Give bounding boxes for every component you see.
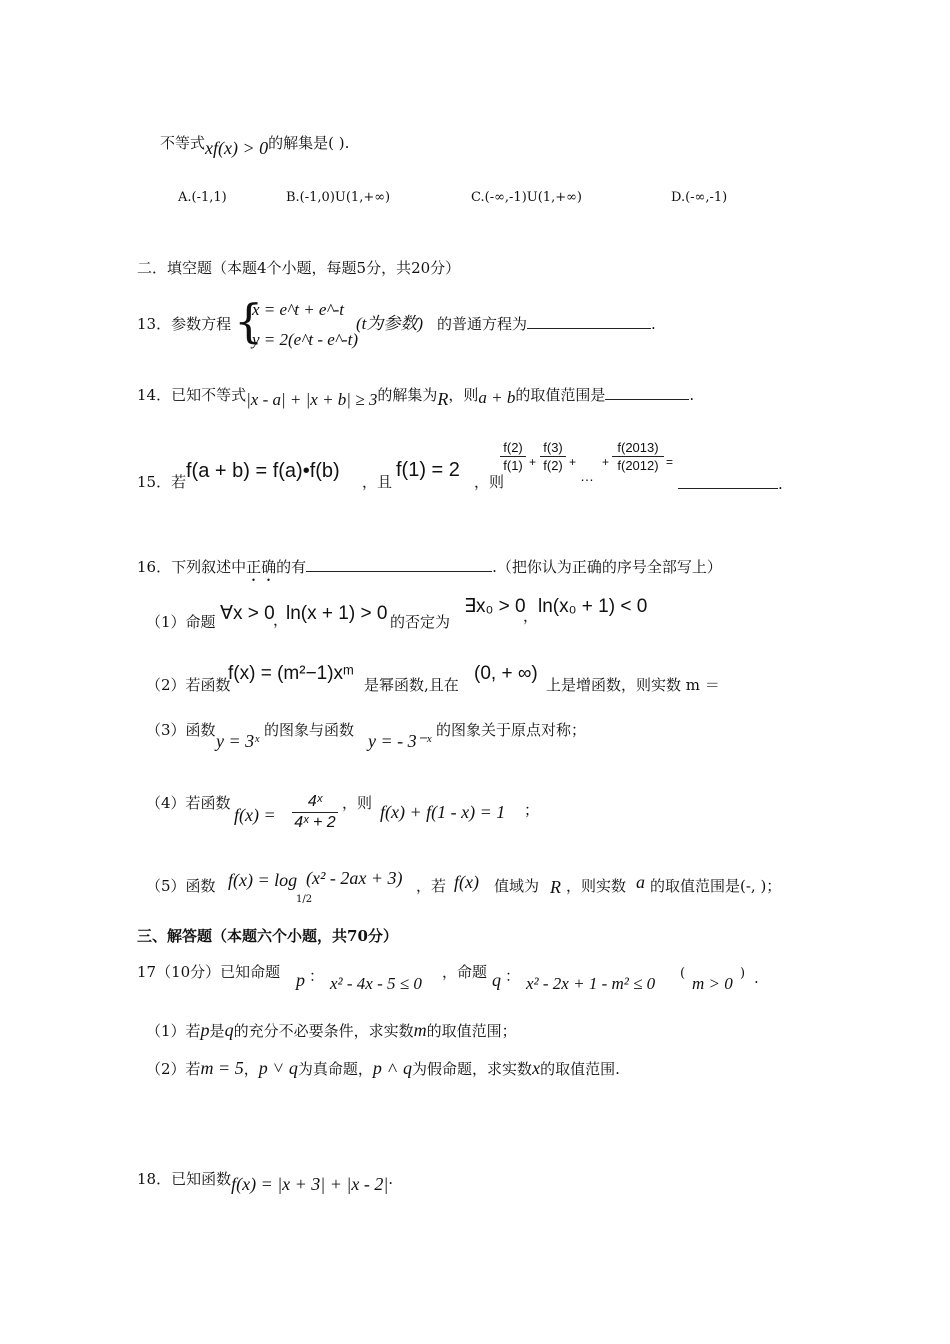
q16-s3-a: y = 3ˣ — [216, 731, 260, 751]
q13-eq2: y = 2(e^t - e^-t) — [252, 330, 359, 349]
q12-option-c: C.(-∞,-1)U(1,+∞) — [471, 190, 583, 205]
q17-end: . — [754, 969, 759, 987]
q17-p: p — [296, 970, 305, 990]
q16-s2-mid: 是幂函数,且在 — [364, 676, 459, 694]
q17-colon-2: ： — [505, 967, 521, 985]
q15-number: 15．若 — [137, 473, 187, 491]
q17-s1-a: （1）若 — [146, 1022, 201, 1040]
q17-qexpr: x² - 2x + 1 - m² ≤ 0 — [526, 974, 656, 993]
q16-s5-av: a — [636, 872, 645, 892]
q17-sub1 — [146, 1020, 517, 1041]
q16-s1-a: ∀x > 0 — [220, 603, 275, 624]
q16-s3-b: y = - 3⁻ˣ — [368, 731, 432, 751]
q17-s2-por: p ˅ q — [258, 1058, 298, 1078]
q14-number: 14．已知不等式 — [137, 386, 247, 404]
q15-frac-1 — [500, 440, 526, 473]
q12-option-b: B.(-1,0)U(1,+∞) — [286, 190, 391, 205]
q17-paren-close: ) — [740, 966, 746, 981]
q16-number: 16．下列叙述中 — [137, 558, 247, 576]
q17-comma: ，命题 — [442, 963, 488, 981]
q13-param: (t为参数) — [356, 314, 424, 333]
q12-option-d: D.(-∞,-1) — [671, 190, 728, 205]
q15-answer-blank[interactable] — [678, 474, 778, 489]
q12-prefix: 不等式 — [160, 134, 206, 152]
q13-number: 13．参数方程 — [137, 315, 232, 333]
q15-frac-2 — [540, 440, 566, 473]
q18-math: f(x) = |x + 3| + |x - 2| — [231, 1174, 389, 1194]
q16-s1-b: ln(x + 1) > 0 — [286, 603, 388, 624]
q17-colon-1: ： — [309, 967, 325, 985]
q16-s4-frac — [292, 793, 338, 832]
q15-plus-2: + — [569, 455, 577, 469]
q15-and: ，且 — [362, 473, 393, 491]
q17-s2-a: （2）若 — [146, 1060, 201, 1078]
q15-then: ，则 — [474, 473, 505, 491]
q17-s2-e: 的取值范围. — [540, 1060, 620, 1078]
q17-s1-p: p — [200, 1020, 210, 1040]
q16-emphasis: 正确 — [246, 558, 277, 576]
q17-s2-x: x — [532, 1058, 541, 1078]
q17-s2-d: 为假命题，求实数 — [412, 1060, 533, 1078]
q15-answer — [678, 474, 783, 494]
q15-frac3-num: f(2013) — [617, 440, 659, 455]
q17-q: q — [492, 970, 501, 990]
q16-s4-comma: ，则 — [342, 794, 373, 812]
q16-s4-label: （4）若函数 — [146, 794, 231, 812]
q18-number: 18．已知函数 — [137, 1170, 232, 1188]
q16-s3-end: 的图象关于原点对称； — [436, 721, 587, 739]
q16-s5-b: f(x) — [454, 872, 479, 892]
q17-s2-c: 为真命题， — [297, 1060, 373, 1078]
q15-plus-3: + — [602, 455, 610, 469]
q16-answer-blank[interactable] — [306, 557, 492, 572]
q13-eq1: x = e^t + e^-t — [252, 300, 345, 319]
q16-stem — [137, 557, 722, 585]
q16-s5-mid2: 值域为 — [494, 877, 540, 895]
q13-end: . — [651, 315, 656, 333]
q15-end: . — [778, 475, 783, 493]
q17-s1-d: 的取值范围； — [426, 1022, 517, 1040]
q17-paren-open: ( — [680, 966, 686, 981]
q16-s5-label: （5）函数 — [146, 877, 216, 895]
q17-sub2 — [146, 1058, 620, 1079]
q18-end: . — [388, 1170, 394, 1188]
q15-frac2-num: f(3) — [543, 440, 563, 455]
q16-s5-arg: (x² - 2ax + 3) — [306, 868, 403, 888]
q16-s1-mid: 的否定为 — [390, 613, 451, 631]
q14-line — [137, 384, 695, 409]
q12-suffix: 的解集是( ). — [268, 134, 350, 152]
q16-s2-b: (0, + ∞) — [474, 663, 538, 684]
q15-equals: = — [666, 455, 674, 469]
q16-after: 的有 — [276, 558, 307, 576]
q14-mid: 的解集为 — [377, 386, 438, 404]
q15-frac3-den: f(2012) — [617, 458, 659, 473]
q14-r: R — [437, 389, 449, 409]
q15-frac1-num: f(2) — [503, 440, 523, 455]
q14-ab: a + b — [478, 388, 516, 407]
q16-s5-mid: ，若 — [416, 877, 447, 895]
q17-s1-m: m — [413, 1020, 427, 1040]
q15-expr2: f(1) = 2 — [396, 459, 460, 481]
q16-s5-mid3: ，则实数 — [566, 877, 627, 895]
q16-s4-end: ； — [524, 801, 540, 819]
q14-math: |x - a| + |x + b| ≥ 3 — [246, 390, 378, 409]
q13-brace: { — [234, 294, 264, 348]
q16-s2-end: 上是增函数，则实数 m ＝ — [546, 676, 720, 694]
q17-s2-m: m = 5 — [200, 1058, 244, 1078]
q17-s1-b: 是 — [209, 1022, 225, 1040]
q16-note: .（把你认为正确的序号全部写上） — [492, 558, 722, 576]
section-3-heading: 三、解答题（本题六个小题，共70分） — [137, 927, 398, 945]
q12-option-a: A.(-1,1) — [178, 190, 227, 205]
q14-comma: ，则 — [448, 386, 479, 404]
q16-s5-a: f(x) = log — [228, 870, 298, 890]
q15-plus-1: + — [529, 455, 537, 469]
q13-suffix-text: 的普通方程为 — [437, 315, 528, 333]
q16-s1-c: ∃x₀ > 0 — [464, 596, 526, 617]
q14-answer-blank[interactable] — [605, 385, 689, 400]
q16-s1-d: ln(x₀ + 1) < 0 — [538, 596, 648, 617]
q14-suffix: 的取值范围是 — [515, 386, 606, 404]
q16-s1-sep2: ， — [523, 607, 539, 625]
q12-stem — [160, 132, 350, 158]
q16-s4-num: 4ˣ — [307, 793, 323, 810]
q16-s5-r: R — [550, 877, 561, 897]
q15-frac1-den: f(1) — [503, 458, 523, 473]
q13-answer-blank[interactable] — [527, 314, 651, 329]
q16-s5-end: 的取值范围是(-, )； — [650, 877, 782, 895]
q16-s4-b: f(x) + f(1 - x) = 1 — [380, 802, 506, 822]
q17-pexpr: x² - 4x - 5 ≤ 0 — [330, 974, 422, 993]
q16-s1-label: （1）命题 — [146, 613, 216, 631]
q15-frac-3 — [612, 440, 664, 473]
q17-s2-b: ， — [243, 1060, 259, 1078]
section-2-heading: 二．填空题（本题4个小题，每题5分，共20分） — [137, 259, 461, 277]
q16-s5-base: 1/2 — [296, 894, 313, 905]
q16-s1-sep: ， — [273, 611, 289, 629]
q16-s4-den: 4ˣ + 2 — [294, 814, 336, 831]
q15-expr1: f(a + b) = f(a)•f(b) — [186, 460, 340, 482]
q17-number: 17（10分）已知命题 — [137, 963, 281, 981]
q16-s2-a: f(x) = (m²−1)xᵐ — [228, 663, 354, 684]
q16-s3-label: （3）函数 — [146, 721, 216, 739]
q15-dots: … — [580, 468, 594, 484]
q17-cond: m > 0 — [692, 974, 733, 993]
q15-frac2-den: f(2) — [543, 458, 563, 473]
q16-s2-label: （2）若函数 — [146, 676, 231, 694]
q16-s4-fx: f(x) = — [234, 805, 276, 825]
q13-suffix — [437, 314, 656, 334]
q17-s2-pand: p ˄ q — [372, 1058, 413, 1078]
q17-s1-q: q — [224, 1020, 234, 1040]
q17-s1-c: 的充分不必要条件，求实数 — [233, 1022, 414, 1040]
q18-line — [137, 1168, 394, 1194]
q12-math: xf(x) > 0 — [205, 138, 269, 158]
q14-end: . — [689, 386, 695, 404]
q16-s3-mid: 的图象与函数 — [264, 721, 355, 739]
